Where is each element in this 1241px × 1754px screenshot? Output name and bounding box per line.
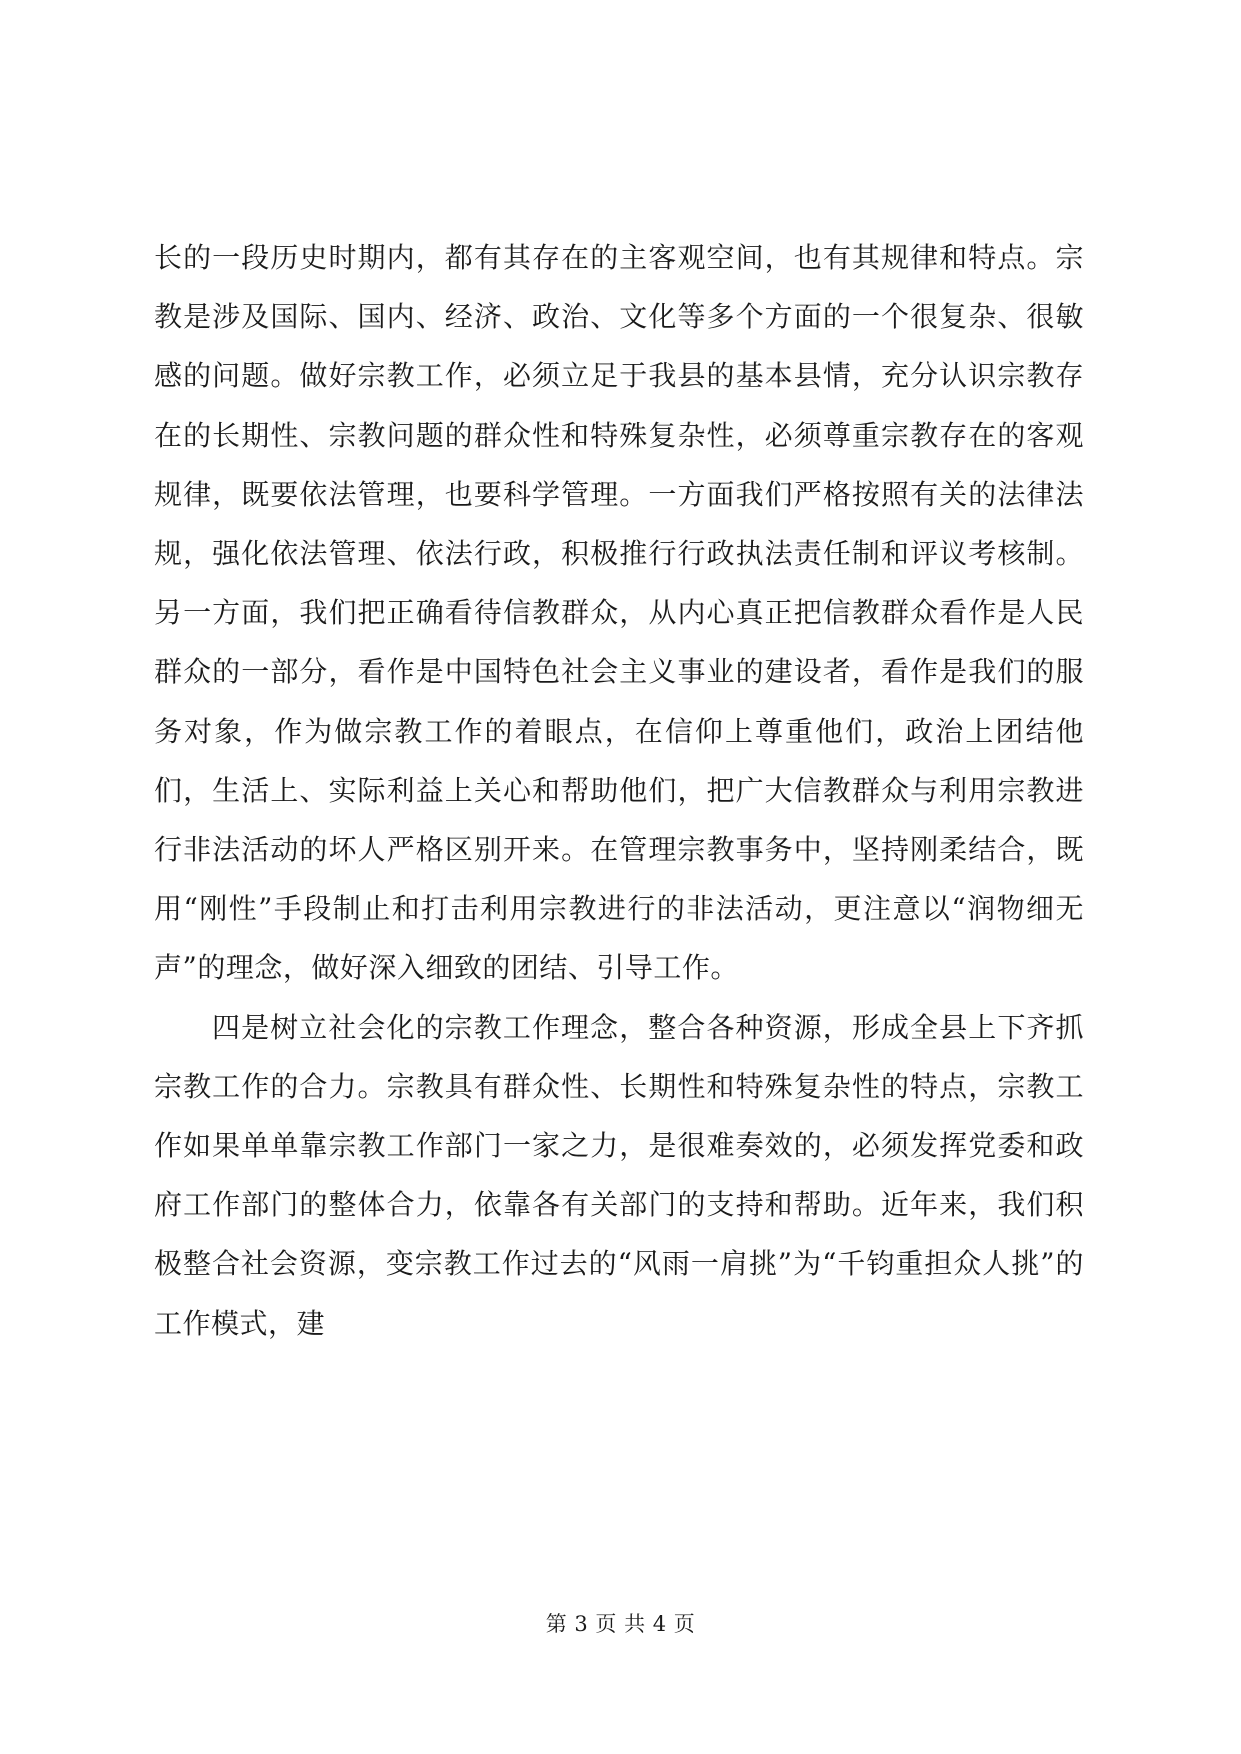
page-footer <box>0 1608 1241 1638</box>
document-body <box>154 228 1084 1353</box>
page-number-label: 第 3 页 共 4 页 <box>545 1612 696 1636</box>
paragraph-1: 长的一段历史时期内，都有其存在的主客观空间，也有其规律和特点。宗教是涉及国际、国内、经济、政治、文化等多个方面的一个很复杂、很敏感的问题。做好宗教工作，必须立足于我县的基本县情，充分认识宗教存在的长期性、宗教问题的群众性和特殊复杂性，必须尊重宗教存在的客观规律，既要依法管理，也要科学管理。一方面我们严格按照有关的法律法规，强化依法管理、依法行政，积极推行行政执法责任制和评议考核制。另一方面，我们把正确看待信教群众，从内心真正把信教群众看作是人民群众的一部分，看作是中国特色社会主义事业的建设者，看作是我们的服务对象，作为做宗教工作的着眼点，在信仰上尊重他们，政治上团结他们，生活上、实际利益上关心和帮助他们，把广大信教群众与利用宗教进行非法活动的坏人严格区别开来。在管理宗教事务中，坚持刚柔结合，既用“刚性”手段制止和打击利用宗教进行的非法活动，更注意以“润物细无声”的理念，做好深入细致的团结、引导工作。 <box>154 241 1084 985</box>
paragraph-2: 四是树立社会化的宗教工作理念，整合各种资源，形成全县上下齐抓宗教工作的合力。宗教具有群众性、长期性和特殊复杂性的特点，宗教工作如果单单靠宗教工作部门一家之力，是很难奏效的，必须发挥党委和政府工作部门的整体合力，依靠各有关部门的支持和帮助。近年来，我们积极整合社会资源，变宗教工作过去的“风雨一肩挑”为“千钧重担众人挑”的工作模式，建 <box>154 1010 1084 1340</box>
